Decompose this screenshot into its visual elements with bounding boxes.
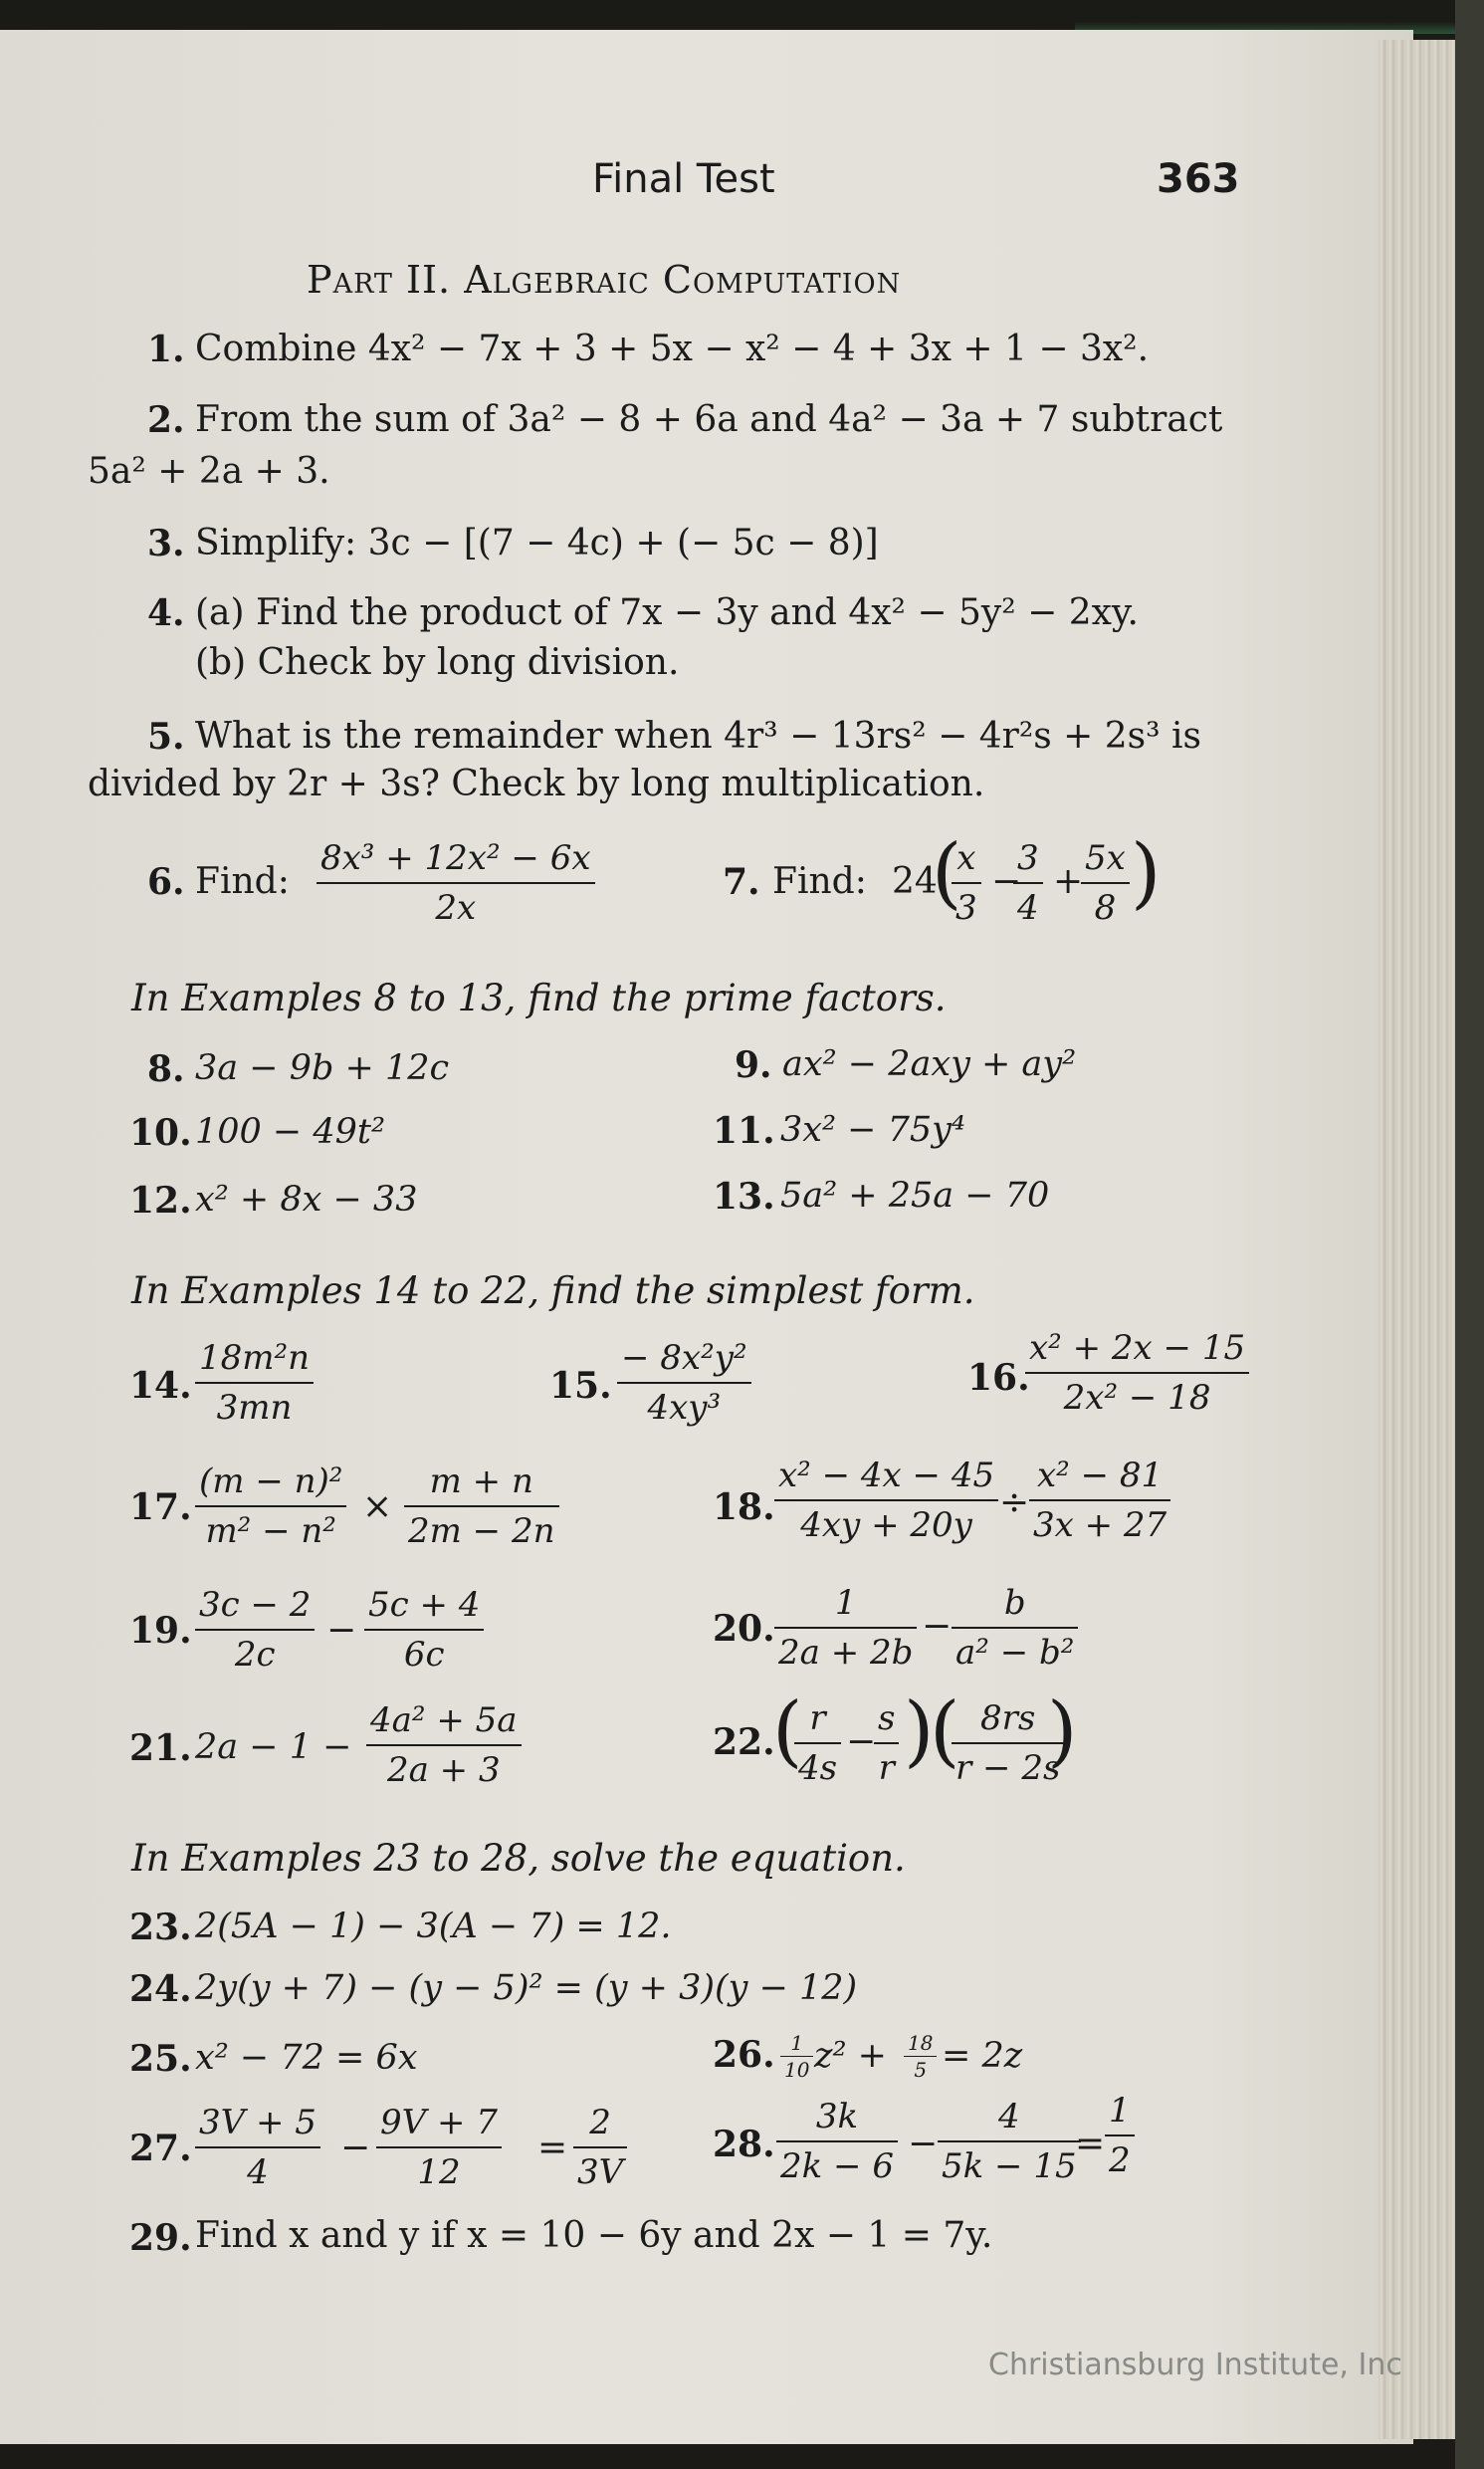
problem-text: What is the remainder when 4r³ − 13rs² − 4r²s + 2s³ is xyxy=(195,716,1202,757)
problem-number: 8. xyxy=(147,1048,185,1090)
problem-text: divided by 2r + 3s? Check by long multiplication. xyxy=(88,764,985,804)
denominator: a² − b² xyxy=(955,1633,1075,1673)
problem-number: 16. xyxy=(967,1357,1030,1399)
problem-number: 3. xyxy=(147,523,185,564)
problem-expression: 2a − 1 − xyxy=(195,1727,352,1767)
numerator: (m − n)² xyxy=(195,1461,346,1507)
operator: × xyxy=(362,1486,393,1527)
right-paren: ) xyxy=(904,1686,935,1776)
numerator: 1 xyxy=(1105,2091,1135,2136)
numerator: m + n xyxy=(404,1461,559,1507)
problem-number: 13. xyxy=(713,1176,775,1218)
denominator: 4xy³ xyxy=(647,1388,722,1428)
denominator: 2a + 2b xyxy=(778,1633,914,1673)
coefficient: 24 xyxy=(892,861,938,902)
fraction xyxy=(195,1461,346,1551)
numerator: 3k xyxy=(776,2097,898,2142)
problem-number: 9. xyxy=(735,1044,772,1086)
problem-text: Combine 4x² − 7x + 3 + 5x − x² − 4 + 3x + 1 − 3x². xyxy=(195,329,1150,369)
denominator: 3V xyxy=(577,2152,624,2192)
operator: − xyxy=(340,2128,371,2168)
instruction: In Examples 14 to 22, find the simplest form. xyxy=(131,1269,975,1312)
numerator: 18 xyxy=(904,2031,937,2057)
problem-number: 6. xyxy=(147,861,185,903)
numerator: 2 xyxy=(573,2103,627,2148)
problem-number: 11. xyxy=(713,1110,775,1152)
denominator: 2c xyxy=(234,1635,276,1675)
problem-number: 25. xyxy=(129,2038,192,2080)
problem-text: Find x and y if x = 10 − 6y and 2x − 1 = 7y. xyxy=(195,2215,993,2256)
numerator: 5c + 4 xyxy=(364,1585,484,1631)
problem-expression: 3a − 9b + 12c xyxy=(195,1048,450,1088)
left-paren: ( xyxy=(932,828,962,918)
fraction xyxy=(952,838,981,928)
operator: ÷ xyxy=(999,1482,1030,1523)
book-spine-shadow xyxy=(1455,0,1484,2469)
numerator: 1 xyxy=(774,1583,917,1629)
problem-text: (b) Check by long division. xyxy=(195,642,680,683)
numerator: 1 xyxy=(780,2031,813,2057)
problem-number: 21. xyxy=(129,1727,192,1769)
numerator: 3 xyxy=(1013,838,1043,884)
denominator: r xyxy=(878,1748,895,1788)
book-page xyxy=(0,30,1413,2444)
fraction xyxy=(366,1700,522,1790)
numerator: 4a² + 5a xyxy=(366,1700,522,1746)
numerator: 8rs xyxy=(952,1698,1064,1744)
instruction: In Examples 8 to 13, find the prime factors. xyxy=(131,977,947,1019)
problem-number: 1. xyxy=(147,329,185,370)
numerator: 4 xyxy=(938,2097,1081,2142)
problem-number: 5. xyxy=(147,716,185,758)
problem-expression: 2(5A − 1) − 3(A − 7) = 12. xyxy=(195,1907,672,1946)
denominator: 2x xyxy=(435,888,477,928)
numerator: x xyxy=(952,838,981,884)
numerator: x² − 81 xyxy=(1029,1456,1170,1501)
fraction xyxy=(1081,838,1130,928)
denominator: 4 xyxy=(1017,888,1039,928)
fraction xyxy=(1025,1328,1249,1418)
problem-label: Find: xyxy=(772,861,867,902)
denominator: 3x + 27 xyxy=(1033,1505,1167,1545)
fraction xyxy=(1029,1456,1170,1545)
problem-text: Simplify: 3c − [(7 − 4c) + (− 5c − 8)] xyxy=(195,523,879,563)
problem-number: 22. xyxy=(713,1721,775,1763)
problem-number: 4. xyxy=(147,592,185,634)
fraction xyxy=(904,2031,937,2082)
section-title: Part II. Algebraic Computation xyxy=(307,258,902,302)
denominator: 2 xyxy=(1109,2140,1131,2180)
denominator: 3 xyxy=(955,888,977,928)
page-number: 363 xyxy=(1157,156,1240,202)
fraction xyxy=(573,2103,627,2192)
numerator: x² + 2x − 15 xyxy=(1025,1328,1249,1374)
operator: − xyxy=(846,1721,877,1762)
problem-number: 29. xyxy=(129,2217,192,2259)
fraction xyxy=(404,1461,559,1551)
denominator: 10 xyxy=(784,2058,810,2082)
problem-text: 5a² + 2a + 3. xyxy=(88,451,330,492)
problem-expression: x² + 8x − 33 xyxy=(195,1180,418,1220)
problem-expression: 5a² + 25a − 70 xyxy=(780,1176,1050,1216)
problem-number: 28. xyxy=(713,2124,775,2165)
denominator: 4s xyxy=(798,1748,838,1788)
fraction xyxy=(617,1338,751,1428)
denominator: 4xy + 20y xyxy=(800,1505,972,1545)
numerator: b xyxy=(952,1583,1078,1629)
denominator: r − 2s xyxy=(955,1748,1061,1788)
instruction: In Examples 23 to 28, solve the equation. xyxy=(131,1837,906,1880)
fraction xyxy=(364,1585,484,1675)
fraction xyxy=(195,1585,315,1675)
problem-text: (a) Find the product of 7x − 3y and 4x² − 5y² − 2xy. xyxy=(195,592,1139,633)
fraction xyxy=(1105,2091,1135,2180)
fraction xyxy=(376,2103,502,2192)
fraction xyxy=(780,2031,813,2082)
operator: − xyxy=(908,2124,939,2164)
numerator: s xyxy=(874,1698,899,1744)
problem-number: 24. xyxy=(129,1968,192,2010)
problem-text: From the sum of 3a² − 8 + 6a and 4a² − 3a + 7 subtract xyxy=(195,399,1223,440)
denominator: 6c xyxy=(403,1635,445,1675)
numerator: 3V + 5 xyxy=(195,2103,320,2148)
fraction xyxy=(317,838,595,928)
problem-number: 14. xyxy=(129,1365,192,1407)
fraction xyxy=(794,1698,841,1788)
numerator: 5x xyxy=(1081,838,1130,884)
problem-expression: 2y(y + 7) − (y − 5)² = (y + 3)(y − 12) xyxy=(195,1968,858,2008)
fraction xyxy=(938,2097,1081,2186)
problem-number: 15. xyxy=(549,1365,612,1407)
problem-expression: 100 − 49t² xyxy=(195,1112,386,1152)
numerator: − 8x²y² xyxy=(617,1338,751,1384)
denominator: 5 xyxy=(914,2058,928,2082)
denominator: m² − n² xyxy=(205,1511,336,1551)
operator: − xyxy=(922,1606,953,1647)
problem-expression: z² + xyxy=(814,2036,887,2076)
problem-number: 26. xyxy=(713,2034,775,2076)
problem-expression: = 2z xyxy=(942,2036,1023,2076)
numerator: 8x³ + 12x² − 6x xyxy=(317,838,595,884)
problem-number: 12. xyxy=(129,1180,192,1222)
fraction xyxy=(195,2103,320,2192)
problem-number: 10. xyxy=(129,1112,192,1154)
operator: − xyxy=(991,861,1022,902)
fraction xyxy=(774,1583,917,1673)
denominator: 2k − 6 xyxy=(780,2146,894,2186)
denominator: 4 xyxy=(247,2152,269,2192)
page-title: Final Test xyxy=(592,156,775,202)
numerator: r xyxy=(794,1698,841,1744)
operator: + xyxy=(1053,861,1084,902)
denominator: 5k − 15 xyxy=(942,2146,1077,2186)
numerator: 3c − 2 xyxy=(195,1585,315,1631)
problem-number: 18. xyxy=(713,1486,775,1528)
fraction xyxy=(776,2097,898,2186)
problem-number: 20. xyxy=(713,1608,775,1650)
problem-number: 2. xyxy=(147,399,185,441)
problem-expression: x² − 72 = 6x xyxy=(195,2038,418,2078)
right-paren: ) xyxy=(1131,828,1162,918)
fraction xyxy=(774,1456,998,1545)
left-paren: ( xyxy=(930,1686,960,1776)
denominator: 2m − 2n xyxy=(408,1511,555,1551)
right-paren: ) xyxy=(1047,1686,1078,1776)
left-paren: ( xyxy=(772,1686,803,1776)
problem-number: 17. xyxy=(129,1486,192,1528)
operator: = xyxy=(1075,2124,1106,2164)
denominator: 2x² − 18 xyxy=(1063,1378,1211,1418)
problem-number: 19. xyxy=(129,1610,192,1652)
problem-expression: ax² − 2axy + ay² xyxy=(782,1044,1077,1084)
problem-number: 7. xyxy=(723,861,760,903)
operator: = xyxy=(537,2128,568,2168)
fraction xyxy=(1013,838,1043,928)
problem-label: Find: xyxy=(195,861,290,902)
fraction xyxy=(874,1698,899,1788)
fraction xyxy=(195,1338,314,1428)
problem-expression: 3x² − 75y⁴ xyxy=(780,1110,965,1150)
watermark: Christiansburg Institute, Inc xyxy=(988,2348,1402,2382)
problem-number: 23. xyxy=(129,1907,192,1948)
denominator: 8 xyxy=(1094,888,1117,928)
numerator: x² − 4x − 45 xyxy=(774,1456,998,1501)
numerator: 9V + 7 xyxy=(376,2103,502,2148)
denominator: 3mn xyxy=(216,1388,293,1428)
problem-number: 27. xyxy=(129,2128,192,2169)
numerator: 18m²n xyxy=(195,1338,314,1384)
operator: − xyxy=(326,1610,357,1651)
denominator: 12 xyxy=(417,2152,461,2192)
fraction xyxy=(952,1583,1078,1673)
denominator: 2a + 3 xyxy=(386,1750,501,1790)
